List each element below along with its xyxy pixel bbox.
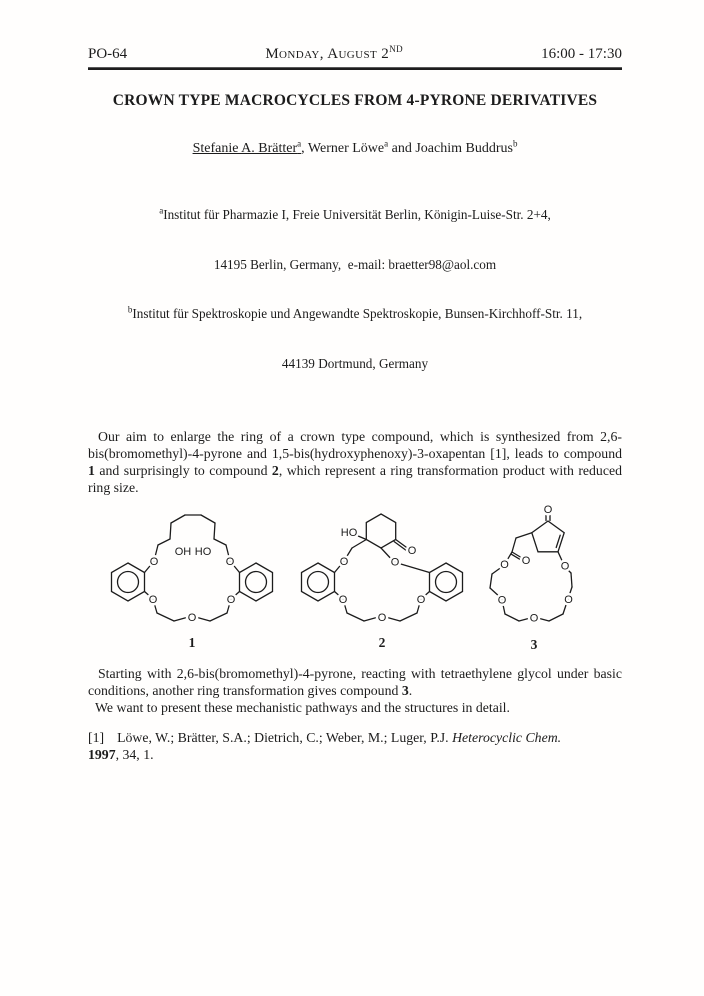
atom-label: O bbox=[377, 612, 387, 624]
atom-label: O bbox=[521, 555, 531, 567]
reference-authors: Löwe, W.; Brätter, S.A.; Dietrich, C.; Weber, M.; Luger, P.J. bbox=[117, 730, 453, 745]
figure-compound-2 bbox=[290, 504, 474, 652]
compound-number-1: 1 bbox=[88, 463, 95, 478]
atom-label: O bbox=[500, 559, 509, 571]
atom-label: O bbox=[338, 594, 348, 606]
figure-compound-1 bbox=[100, 504, 284, 652]
benzene-ring-right bbox=[240, 563, 273, 601]
atom-label: OH bbox=[174, 546, 192, 558]
session-time: 16:00 - 17:30 bbox=[541, 46, 622, 62]
affiliations-block bbox=[88, 174, 622, 405]
figure-compound-3 bbox=[480, 504, 610, 656]
abstract-paragraph-3: We want to present these mechanistic pathways and the structures in detail. bbox=[95, 700, 510, 715]
atom-label: O bbox=[416, 594, 426, 606]
header-rule bbox=[88, 67, 622, 70]
atom-label: O bbox=[529, 612, 539, 625]
atom-label: O bbox=[543, 504, 553, 516]
affiliation-line-3: $^b$Institut für Spektroskopie und Angewandte Spektroskopie, Bunsen-Kirchhoff-Str. 11, bbox=[127, 304, 583, 321]
page-header bbox=[88, 46, 622, 63]
atom-label: O bbox=[226, 594, 236, 606]
page-title: CROWN TYPE MACROCYCLES FROM 4-PYRONE DERIVATIVES bbox=[112, 92, 598, 109]
compound-figures bbox=[88, 504, 622, 656]
date-ordinal-suffix: ND bbox=[389, 44, 403, 54]
affiliation-line-1: $^a$Institut für Pharmazie I, Freie Universität Berlin, Königin-Luise-Str. 2+4, bbox=[159, 205, 551, 222]
macrocycle-skeleton bbox=[145, 515, 240, 621]
abstract-paragraph-1: Our aim to enlarge the ring of a crown type compound, which is synthesized from 2,6-bis(bromomethyl)-4-pyrone and 1,5-bis(hydroxyphenoxy)-3-oxapentan [1], leads to compound 1 and surprisingly to compound 2, which represent a ring transformation product with reduced ring size. bbox=[88, 429, 622, 495]
atom-label: O bbox=[560, 560, 570, 573]
atom-label: O bbox=[187, 612, 197, 624]
atom-label: O bbox=[148, 594, 158, 606]
atom-label: O bbox=[407, 545, 417, 557]
atom-label: O bbox=[225, 556, 235, 568]
reference-entry bbox=[88, 729, 622, 763]
atom-label: HO bbox=[340, 527, 358, 539]
affiliation-line-2: 14195 Berlin, Germany, e-mail: braetter98@aol.com bbox=[213, 256, 497, 272]
figure-label-1: 1 bbox=[188, 635, 196, 650]
author-name-2: , Werner Löwe$^a$ bbox=[301, 138, 389, 156]
atom-label: O bbox=[497, 594, 507, 607]
compound-number-3: 3 bbox=[401, 683, 409, 698]
session-code: PO-64 bbox=[88, 46, 128, 62]
session-date: Monday, August 2ND bbox=[265, 44, 403, 62]
abstract-paragraph-2: Starting with 2,6-bis(bromomethyl)-4-pyrone, reacting with tetraethylene glycol under basic conditions, another ring transformation gives compound 3. bbox=[88, 666, 622, 698]
author-name-1: Stefanie A. Brätter$^a$ bbox=[192, 138, 302, 156]
authors-line bbox=[88, 138, 622, 157]
reference-journal: Heterocyclic Chem. bbox=[452, 730, 562, 745]
benzene-ring-left bbox=[302, 563, 335, 601]
compound-number-2: 2 bbox=[271, 463, 279, 478]
reference-index: [1] bbox=[88, 730, 105, 745]
atom-label: O bbox=[564, 594, 573, 606]
atom-label: HO bbox=[194, 546, 212, 558]
reference-pages: , 34, 1. bbox=[115, 747, 154, 762]
author-name-3: and Joachim Buddrus$^b$ bbox=[388, 138, 518, 156]
figure-label-2: 2 bbox=[378, 635, 386, 650]
figure-label-3: 3 bbox=[530, 637, 538, 652]
reference-year: 1997 bbox=[88, 747, 116, 762]
affiliation-line-4: 44139 Dortmund, Germany bbox=[281, 355, 429, 371]
benzene-ring-right bbox=[430, 563, 463, 601]
atom-label: O bbox=[149, 556, 159, 568]
atom-label: O bbox=[339, 556, 349, 568]
benzene-ring-left bbox=[112, 563, 145, 601]
atom-label: O bbox=[390, 556, 400, 569]
